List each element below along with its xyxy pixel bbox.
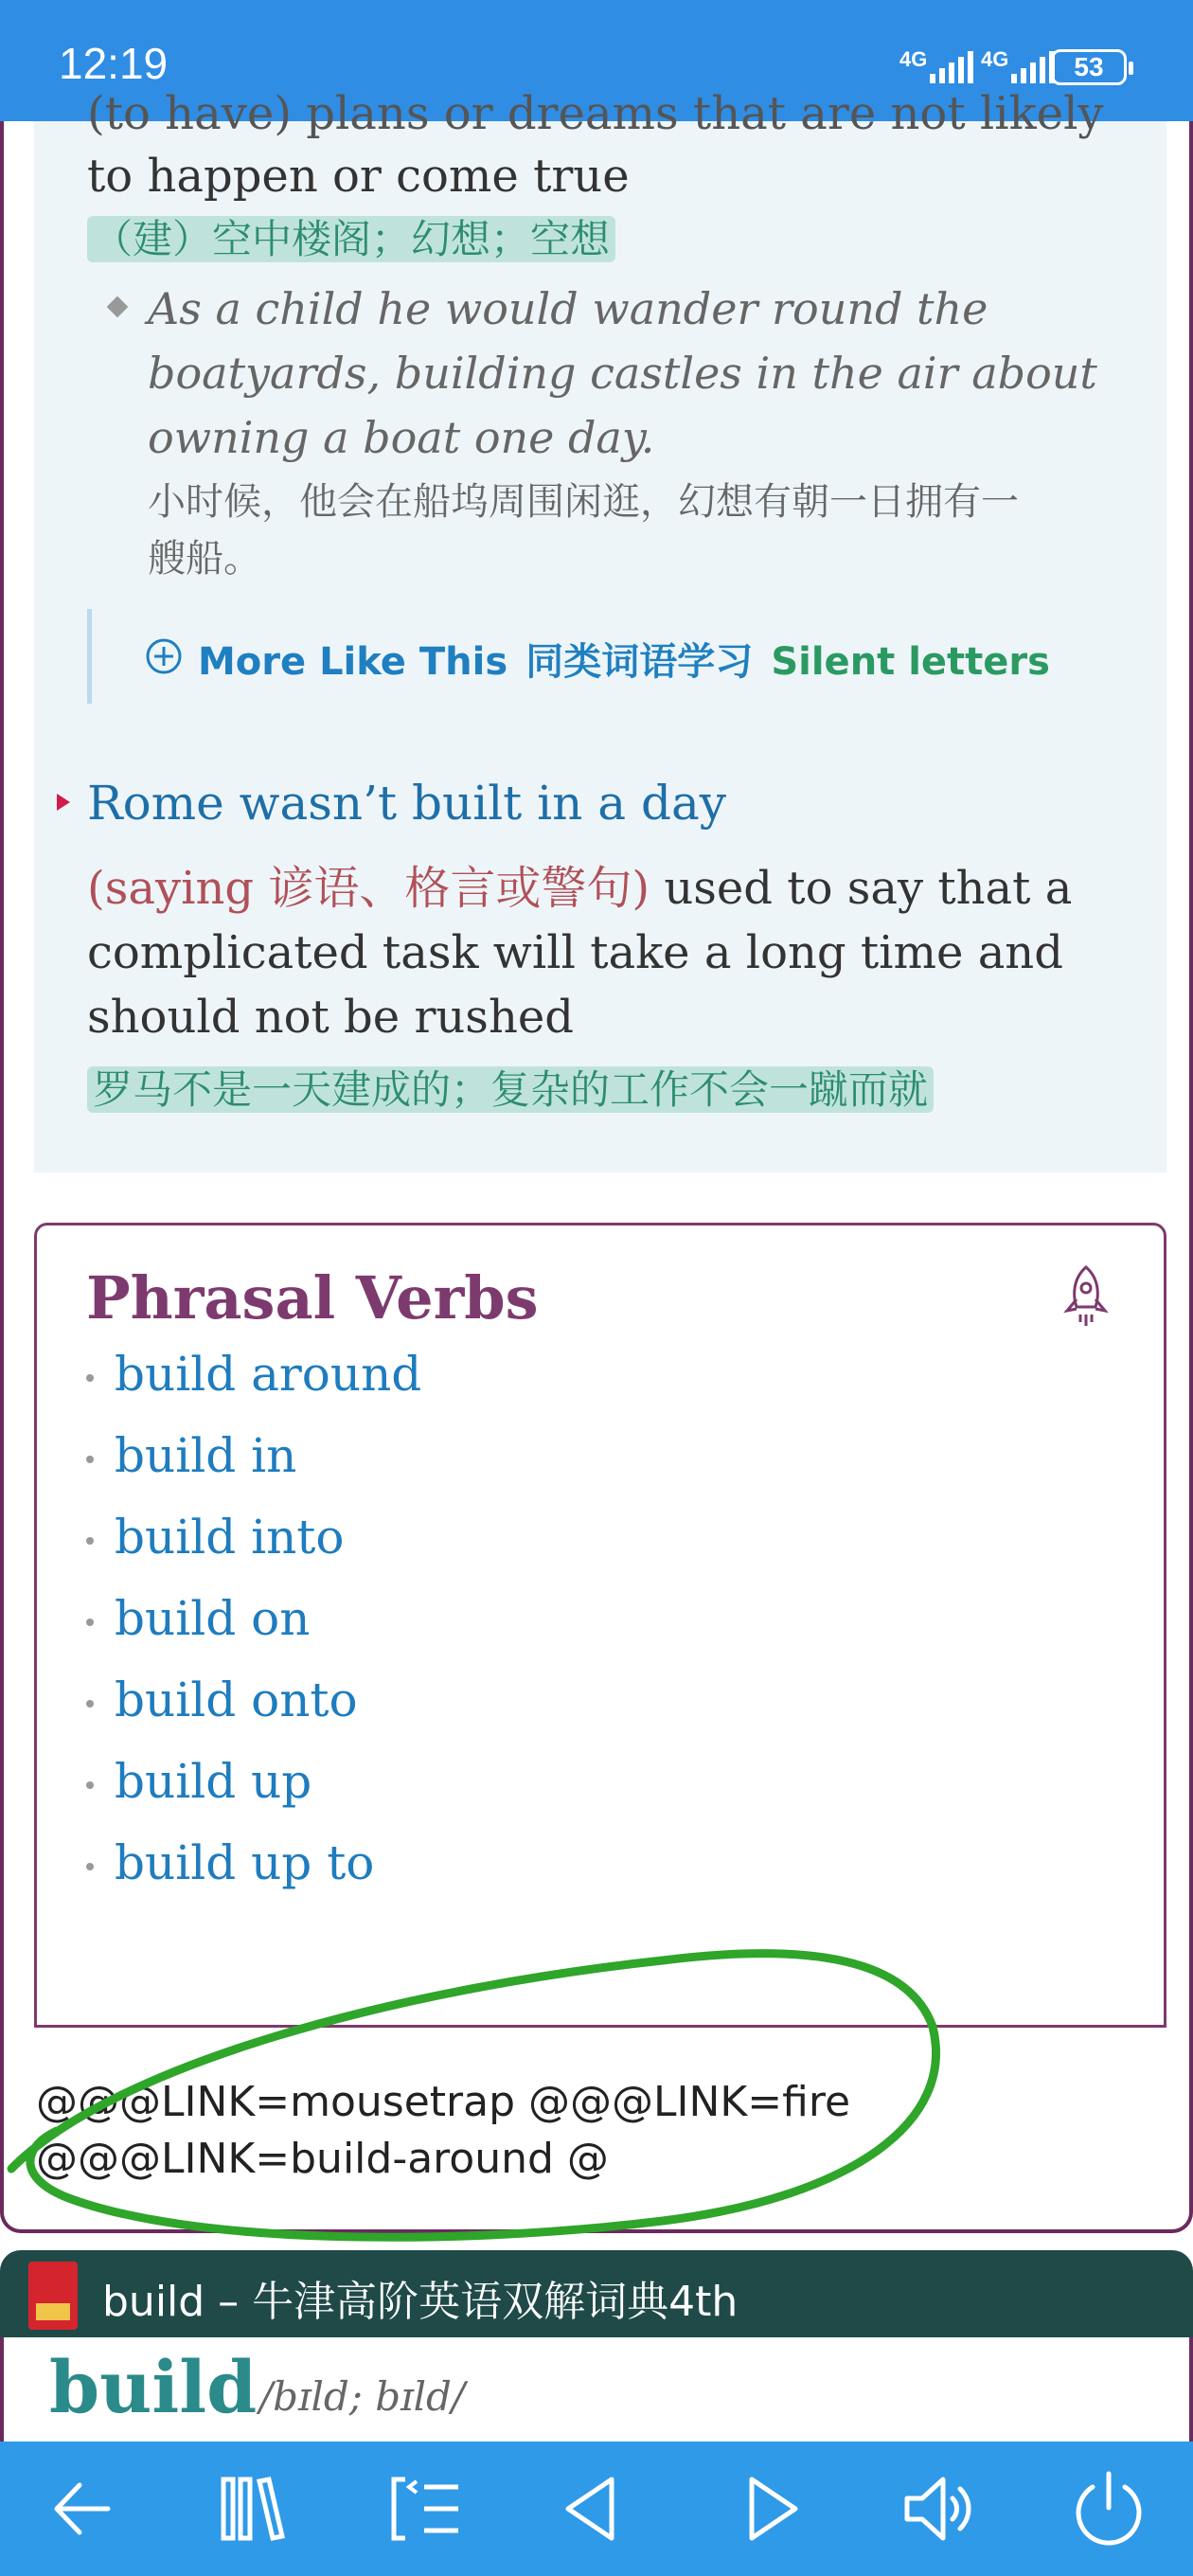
headword: build bbox=[49, 2345, 258, 2429]
example-sentence: owning a boat one day. bbox=[148, 412, 655, 463]
battery-icon: 53 bbox=[1051, 49, 1127, 85]
phrasal-verb-link[interactable] bbox=[86, 1510, 344, 1565]
power-icon[interactable] bbox=[1066, 2466, 1151, 2551]
dictionary-content[interactable] bbox=[0, 87, 1193, 2233]
sim1-label: 4G bbox=[899, 47, 928, 71]
more-like-this-label[interactable]: More Like This bbox=[198, 640, 508, 684]
phrasal-verb-link[interactable] bbox=[86, 1347, 421, 1402]
list-bullet bbox=[86, 1619, 94, 1626]
phrasal-verb-link[interactable] bbox=[86, 1591, 310, 1646]
idiom-marker-icon bbox=[57, 794, 70, 811]
definition-translation: （建）空中楼阁；幻想；空想 bbox=[87, 216, 615, 262]
example-bullet bbox=[107, 296, 129, 318]
dictionary-cover-icon bbox=[28, 2262, 78, 2330]
phrasal-verb-label[interactable]: build into bbox=[115, 1510, 345, 1565]
idiom-definition: complicated task will take a long time and bbox=[87, 926, 1063, 979]
register-label: (saying 谚语、格言或警句) bbox=[87, 862, 650, 915]
speaker-icon[interactable] bbox=[896, 2466, 981, 2551]
definition-text: to happen or come true bbox=[87, 150, 630, 203]
list-bullet bbox=[86, 1863, 94, 1870]
signal-icon bbox=[926, 47, 983, 85]
more-like-this-chinese[interactable]: 同类词语学习 bbox=[525, 640, 754, 684]
example-translation: 小时候，他会在船坞周围闲逛，幻想有朝一日拥有一 bbox=[148, 480, 1019, 524]
list-bullet bbox=[86, 1781, 94, 1789]
dictionary-title[interactable]: build – 牛津高阶英语双解词典4th bbox=[102, 2278, 739, 2326]
example-sentence: boatyards, building castles in the air about bbox=[148, 348, 1097, 399]
phrasal-verb-label[interactable]: build in bbox=[115, 1428, 297, 1483]
raw-link-text: @@@LINK=mousetrap @@@LINK=fire bbox=[36, 2078, 851, 2126]
back-arrow-icon[interactable] bbox=[42, 2466, 127, 2551]
phrasal-verb-label[interactable]: build up bbox=[115, 1754, 312, 1809]
idiom-heading: Rome wasn’t built in a day bbox=[87, 776, 727, 831]
next-icon[interactable] bbox=[729, 2466, 814, 2551]
example-translation: 艘船。 bbox=[148, 537, 261, 581]
phrasal-verb-label[interactable]: build on bbox=[115, 1591, 311, 1646]
sim2-label: 4G bbox=[981, 47, 1009, 71]
status-time: 12:19 bbox=[59, 39, 169, 88]
list-bullet bbox=[86, 1537, 94, 1545]
more-like-this[interactable] bbox=[87, 609, 1133, 704]
bottom-toolbar bbox=[0, 2442, 1193, 2576]
idiom-section bbox=[34, 87, 1166, 1172]
rocket-icon[interactable] bbox=[1058, 1263, 1114, 1330]
phrasal-verb-link[interactable] bbox=[86, 1428, 296, 1483]
phrasal-verb-label[interactable]: build onto bbox=[115, 1673, 358, 1727]
list-bullet bbox=[86, 1456, 94, 1463]
list-bullet bbox=[86, 1700, 94, 1708]
phrasal-verbs-box bbox=[34, 1223, 1166, 2028]
phrasal-verb-link[interactable] bbox=[86, 1673, 358, 1727]
example-sentence: As a child he would wander round the bbox=[148, 283, 988, 334]
phrasal-verb-link[interactable] bbox=[86, 1754, 312, 1809]
plus-circle-icon[interactable] bbox=[145, 637, 183, 675]
list-bullet bbox=[86, 1374, 94, 1382]
phrasal-verb-label[interactable]: build up to bbox=[115, 1835, 375, 1890]
previous-icon[interactable] bbox=[549, 2466, 634, 2551]
pronunciation: /bɪld; bɪld/ bbox=[259, 2373, 466, 2420]
phrasal-verbs-title: Phrasal Verbs bbox=[86, 1263, 539, 1333]
library-icon[interactable] bbox=[210, 2466, 295, 2551]
phrasal-verb-link[interactable] bbox=[86, 1835, 374, 1890]
table-of-contents-icon[interactable] bbox=[383, 2466, 468, 2551]
phrasal-verb-label[interactable]: build around bbox=[115, 1347, 422, 1402]
raw-link-text: @@@LINK=build-around @ bbox=[36, 2135, 609, 2183]
idiom-definition: should not be rushed bbox=[87, 991, 574, 1044]
idiom-definition: used to say that a bbox=[650, 862, 1073, 915]
silent-letters-link[interactable]: Silent letters bbox=[771, 640, 1050, 684]
definition-partial: (to have) plans or dreams that are not likely bbox=[87, 87, 1104, 140]
headword-preview[interactable] bbox=[0, 2337, 1193, 2442]
dictionary-source-bar[interactable] bbox=[0, 2250, 1193, 2337]
idiom-translation: 罗马不是一天建成的；复杂的工作不会一蹴而就 bbox=[87, 1066, 934, 1113]
